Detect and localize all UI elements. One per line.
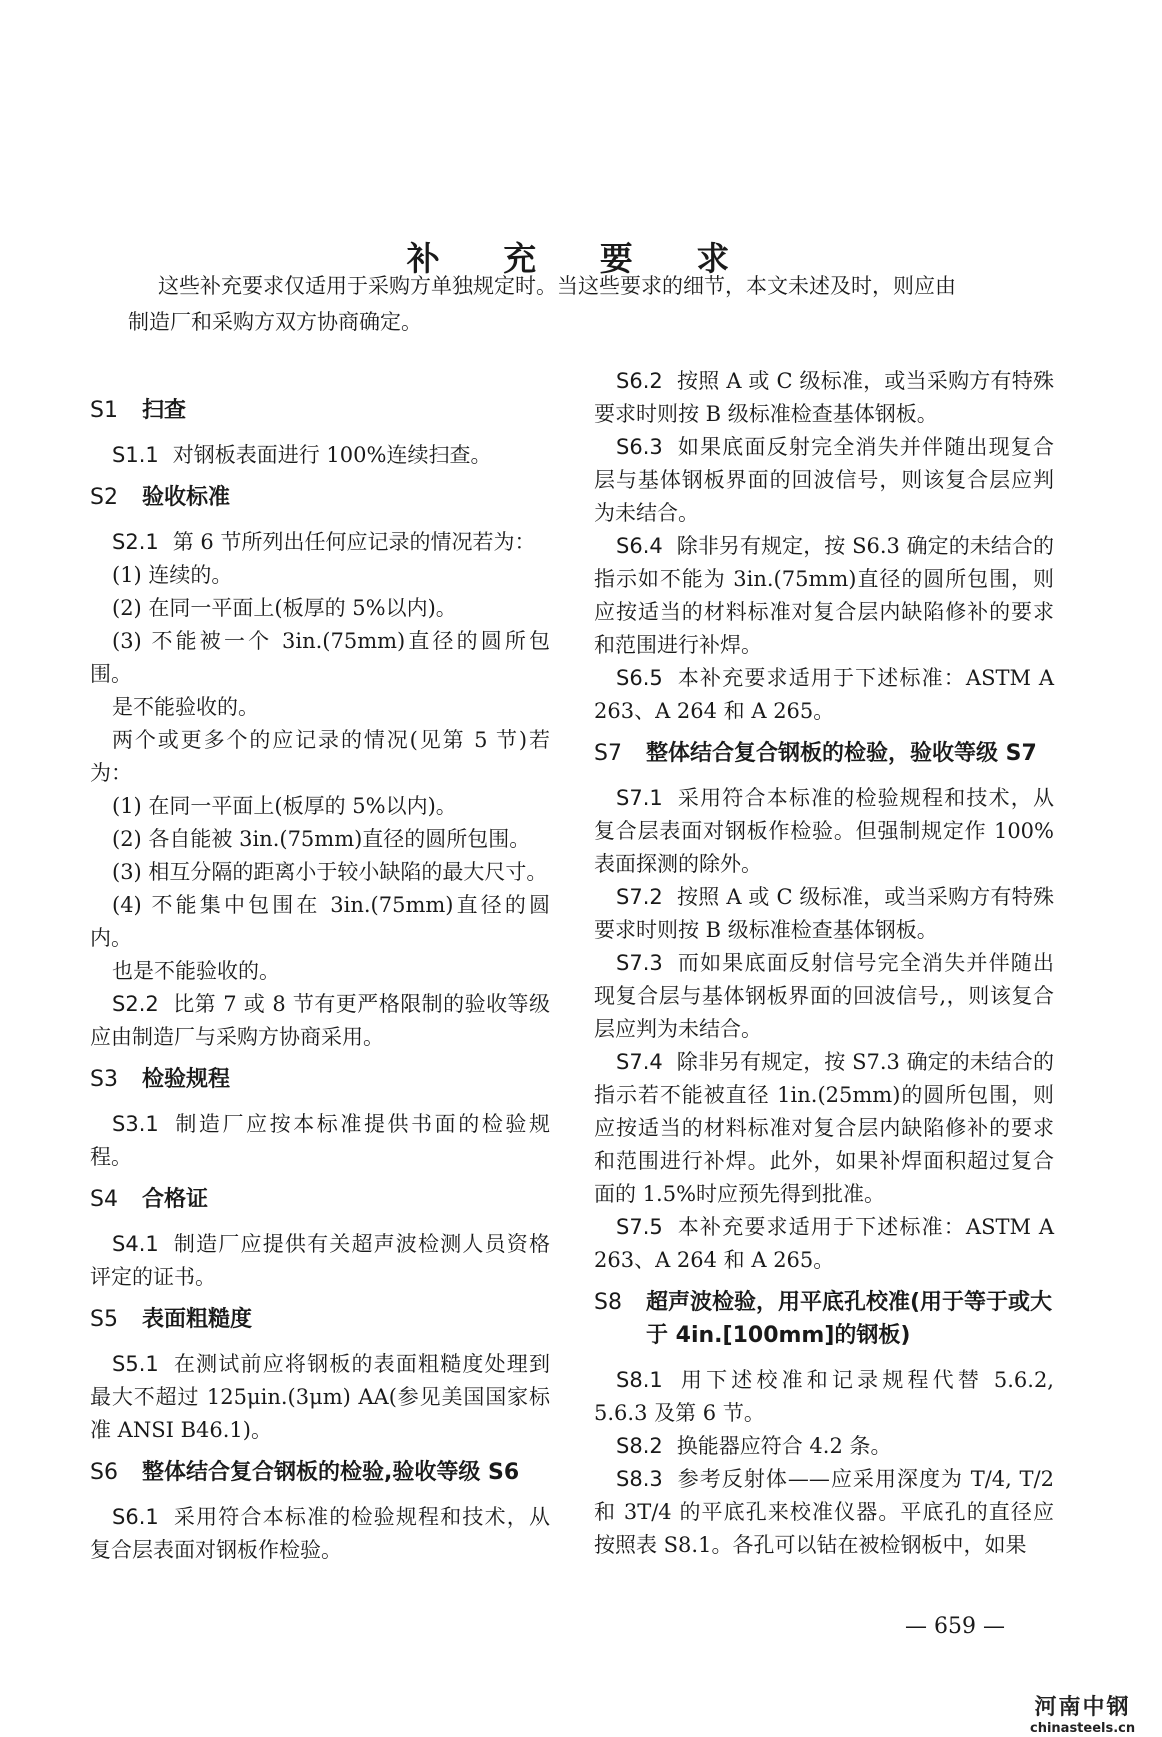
list-item: (3) 不能被一个 3in.(75mm)直径的圆所包围。 [90, 629, 550, 686]
section-heading-s1: S1 扫查 [90, 398, 187, 423]
paragraph-s6-1: S6.1 采用符合本标准的检验规程和技术，从复合层表面对钢板作检验。 [90, 1505, 550, 1562]
paragraph-s4-1: S4.1 制造厂应提供有关超声波检测人员资格评定的证书。 [90, 1232, 550, 1289]
paragraph-s1-1: S1.1 对钢板表面进行 100%连续扫查。 [112, 443, 492, 467]
page-title: 补 充 要 求 [406, 239, 756, 278]
list-item: (2) 在同一平面上(板厚的 5%以内)。 [112, 596, 457, 620]
paragraph-s8-3: S8.3 参考反射体——应采用深度为 T/4, T/2 和 3T/4 的平底孔来校准仪器。平底孔的直径应按照表 S8.1。各孔可以钻在被检钢板中，如果 [594, 1467, 1054, 1557]
section-heading-s5: S5 表面粗糙度 [90, 1307, 253, 1332]
paragraph-s7-2: S7.2 按照 A 或 C 级标准，或当采购方有特殊要求时则按 B 级标准检查基体钢板。 [594, 885, 1054, 942]
watermark-text: 河南中钢 [1034, 1695, 1131, 1720]
page-number: — 659 — [905, 1614, 1005, 1639]
paragraph-s6-4: S6.4 除非另有规定，按 S6.3 确定的未结合的指示如不能为 3in.(75mm)直径的圆所包围，则应按适当的材料标准对复合层内缺陷修补的要求和范围进行补焊。 [594, 534, 1054, 657]
paragraph-s7-4: S7.4 除非另有规定，按 S7.3 确定的未结合的指示若不能被直径 1in.(25mm)的圆所包围，则应按适当的材料标准对复合层内缺陷修补的要求和范围进行补焊。此外，如果补焊面积超过复合面的 1.5%时应预先得到批准。 [594, 1050, 1054, 1206]
list-item: (1) 在同一平面上(板厚的 5%以内)。 [112, 794, 457, 818]
list-item: 是不能验收的。 [112, 695, 259, 719]
paragraph-s5-1: S5.1 在测试前应将钢板的表面粗糙度处理到最大不超过 125μin.(3μm) AA(参见美国国家标准 ANSI B46.1)。 [90, 1352, 550, 1442]
paragraph-s3-1: S3.1 制造厂应按本标准提供书面的检验规程。 [90, 1112, 550, 1169]
section-heading-s2: S2 验收标准 [90, 485, 231, 510]
intro [128, 272, 1028, 336]
list-item: (4) 不能集中包围在 3in.(75mm)直径的圆内。 [90, 893, 550, 950]
paragraph-s8-1: S8.1 用下述校准和记录规程代替 5.6.2, 5.6.3 及第 6 节。 [594, 1368, 1054, 1425]
paragraph-s8-2: S8.2 换能器应符合 4.2 条。 [616, 1434, 892, 1458]
section-heading-s6: S6 整体结合复合钢板的检验,验收等级 S6 [90, 1460, 520, 1485]
intro-line-1: 这些补充要求仅适用于采购方单独规定时。当这些要求的细节，本文未述及时，则应由 [158, 274, 956, 298]
section-heading-s7: S7 整体结合复合钢板的检验，验收等级 S7 [594, 741, 1037, 766]
paragraph-s7-3: S7.3 而如果底面反射信号完全消失并伴随出现复合层与基体钢板界面的回波信号,，则该复合层应判为未结合。 [594, 951, 1054, 1041]
paragraph-s6-3: S6.3 如果底面反射完全消失并伴随出现复合层与基体钢板界面的回波信号，则该复合层应判为未结合。 [594, 435, 1054, 525]
paragraph-s7-5: S7.5 本补充要求适用于下述标准：ASTM A 263、A 264 和 A 265。 [594, 1215, 1054, 1272]
paragraph-s6-5: S6.5 本补充要求适用于下述标准：ASTM A 263、A 264 和 A 265。 [594, 666, 1054, 723]
list-item: 两个或更多个的应记录的情况(见第 5 节)若为： [90, 728, 550, 785]
section-heading-s8: S8 超声波检验，用平底孔校准(用于等于或大于 4in.[100mm]的钢板) [594, 1290, 1053, 1348]
section-heading-s4: S4 合格证 [90, 1187, 209, 1212]
paragraph-s7-1: S7.1 采用符合本标准的检验规程和技术，从复合层表面对钢板作检验。但强制规定作 100%表面探测的除外。 [594, 786, 1054, 876]
left-column [90, 385, 550, 1567]
list-item: (1) 连续的。 [112, 563, 233, 587]
list-item: 也是不能验收的。 [112, 959, 280, 983]
list-item: (2) 各自能被 3in.(75mm)直径的圆所包围。 [112, 827, 531, 851]
section-heading-s3: S3 检验规程 [90, 1067, 231, 1092]
watermark-logo [1030, 1690, 1135, 1736]
watermark-url: chinasteels.cn [1030, 1721, 1136, 1736]
paragraph-s2-2: S2.2 比第 7 或 8 节有更严格限制的验收等级应由制造厂与采购方协商采用。 [90, 992, 550, 1049]
right-column [594, 365, 1054, 1562]
list-item: (3) 相互分隔的距离小于较小缺陷的最大尺寸。 [112, 860, 548, 884]
intro-line-2: 制造厂和采购方双方协商确定。 [128, 310, 422, 334]
paragraph-s6-2: S6.2 按照 A 或 C 级标准，或当采购方有特殊要求时则按 B 级标准检查基体钢板。 [594, 369, 1054, 426]
paragraph-s2-1: S2.1 第 6 节所列出任何应记录的情况若为： [112, 530, 536, 554]
